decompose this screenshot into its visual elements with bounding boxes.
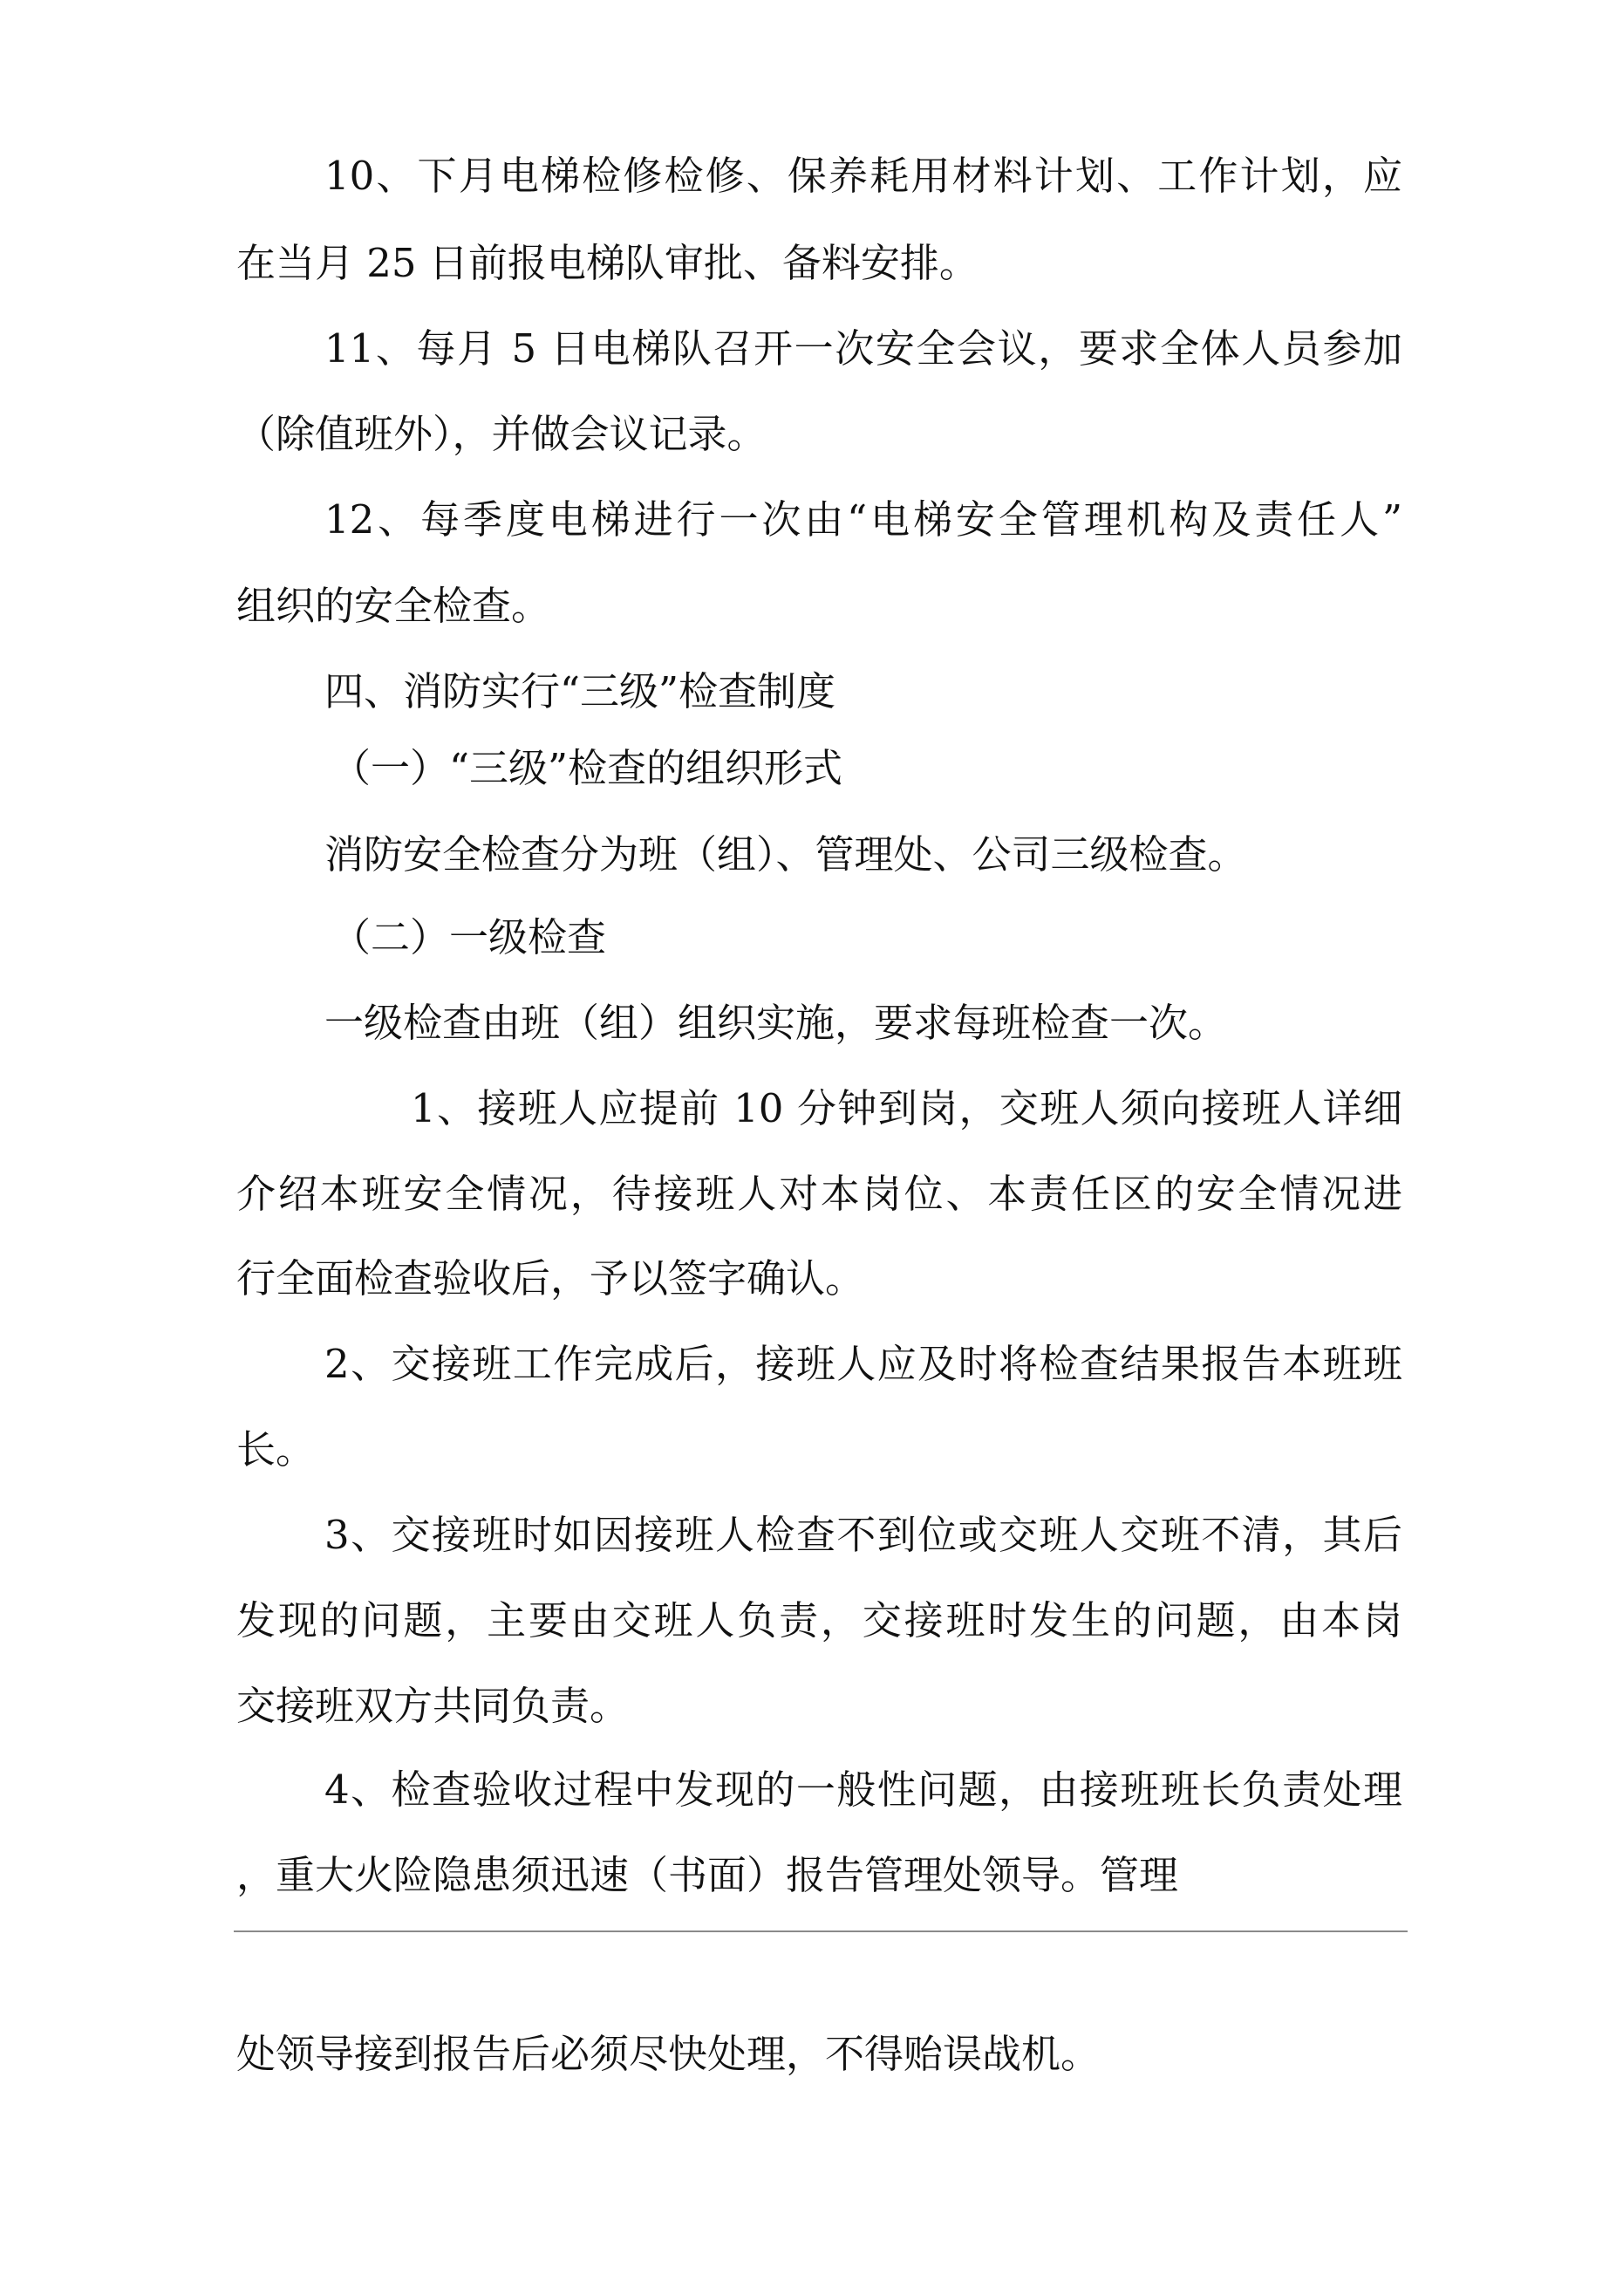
subsection-heading-two: （二）一级检查 (331, 914, 607, 960)
item-2-line-2: 长。 (236, 1426, 316, 1473)
paragraph-three-level-intro: 消防安全检查分为班（组）、管理处、公司三级检查。 (324, 831, 1247, 878)
paragraph-10-line-1: 10、下月电梯检修检修、保养耗用材料计划、工作计划，应 (324, 153, 1402, 199)
item-1-line-2: 介绍本班安全情况，待接班人对本岗位、本责任区的安全情况进 (236, 1171, 1402, 1217)
item-1-line-1: 1、接班人应提前 10 分钟到岗，交班人须向接班人详细 (411, 1085, 1402, 1131)
item-3-line-3: 交接班双方共同负责。 (236, 1683, 630, 1729)
continuation-line: 处领导接到报告后必须尽快处理，不得贻误战机。 (236, 2031, 1101, 2077)
section-heading-four: 四、消防实行“三级”检查制度 (324, 668, 836, 714)
paragraph-12-line-2: 组织的安全检查。 (236, 583, 551, 629)
item-2-line-1: 2、交接班工作完成后，接班人应及时将检查结果报告本班班 (324, 1341, 1402, 1387)
item-4-line-2: ，重大火险隐患须迅速（书面）报告管理处领导。管理 (236, 1852, 1179, 1898)
item-3-line-1: 3、交接班时如因接班人检查不到位或交班人交班不清，其后 (324, 1512, 1402, 1558)
paragraph-11-line-2: （除值班外），并做会议记录。 (236, 411, 767, 457)
item-3-line-2: 发现的问题，主要由交班人负责，交接班时发生的问题，由本岗 (236, 1597, 1402, 1643)
subsection-heading-one: （一）“三级”检查的组织形式 (331, 745, 843, 791)
page-divider (234, 1930, 1408, 1932)
item-1-line-3: 行全面检查验收后，予以签字确认。 (236, 1255, 865, 1302)
paragraph-first-level-intro: 一级检查由班（组）组织实施，要求每班检查一次。 (324, 1000, 1228, 1046)
item-4-line-1: 4、检查验收过程中发现的一般性问题，由接班班长负责处理 (324, 1766, 1402, 1813)
paragraph-10-line-2: 在当月 25 日前报电梯队审批、备料安排。 (236, 240, 979, 286)
paragraph-12-line-1: 12、每季度电梯进行一次由“电梯安全管理机构及责任人” (324, 496, 1402, 543)
paragraph-11-line-1: 11、每月 5 日电梯队召开一次安全会议，要求全体人员参加 (324, 325, 1402, 372)
